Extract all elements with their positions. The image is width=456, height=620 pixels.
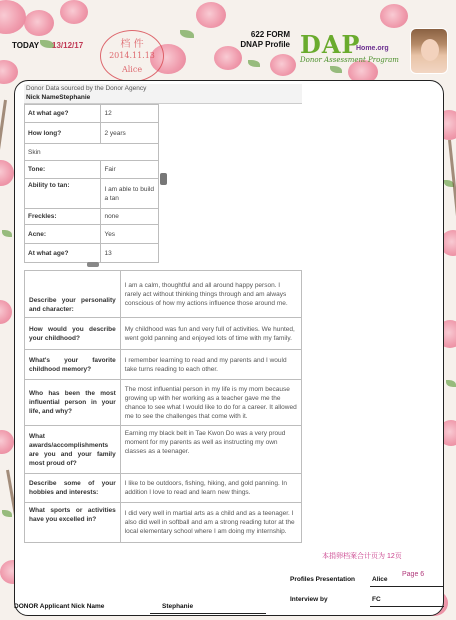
table-key: Skin: [25, 144, 159, 161]
question-cell: Describe your personality and character:: [25, 271, 121, 318]
profiles-presentation-label: Profiles Presentation: [290, 576, 356, 583]
profile-table: [24, 104, 159, 263]
table-key: How long?: [25, 123, 101, 144]
table-key: Freckles:: [25, 209, 101, 225]
donor-photo: [410, 28, 448, 74]
answer-cell: The most influential person in my life is my mom because growing up with her working as a teacher gave me the chance to see what I would like to do for a career. It allowed me to see the challenges that come with it.: [120, 380, 301, 426]
question-cell: What's your favorite childhood memory?: [25, 350, 121, 380]
table-key: At what age?: [25, 105, 101, 123]
table-row: [25, 318, 302, 350]
form-title: [238, 30, 290, 50]
table-key: Ability to tan:: [25, 179, 101, 209]
table-row: [25, 225, 159, 244]
form-title-line2: DNAP Profile: [240, 40, 290, 49]
question-cell: Who has been the most influential person in your life, and why?: [25, 380, 121, 426]
table-row: [25, 105, 159, 123]
table-row: [25, 474, 302, 503]
form-title-line1: 622 FORM: [250, 30, 290, 39]
table-value: 2 years: [101, 123, 159, 144]
interview-value: FC: [372, 596, 381, 603]
interview-underline: [370, 606, 444, 607]
answer-cell: I did very well in martial arts as a child and as a teenager. I also did well in softball and am a strong reading tutor at the local elementary school where I am doing my internship.: [120, 503, 301, 543]
table-value: Fair: [101, 161, 159, 179]
question-cell: What sports or activities have you excelled in?: [25, 503, 121, 543]
answer-cell: I like to be outdoors, fishing, hiking, and gold panning. In addition I love to read and learn new things.: [120, 474, 301, 503]
question-cell: Describe some of your hobbies and interests:: [25, 474, 121, 503]
table-row: [25, 271, 302, 318]
dap-logo: DAP: [300, 30, 361, 59]
presentation-underline: [370, 586, 444, 587]
table-key: Acne:: [25, 225, 101, 244]
page-number: Page 6: [402, 571, 425, 578]
page-header: [0, 0, 456, 84]
today-label: TODAY: [12, 41, 40, 50]
dap-logo-sub: Home.org: [356, 45, 389, 52]
stamp-title: 档 件: [120, 39, 144, 50]
interview-label: Interview by: [290, 596, 328, 603]
table-row: [25, 209, 159, 225]
table-row: [25, 123, 159, 144]
profiles-presentation-value: Alice: [372, 576, 388, 583]
donor-underline: [150, 613, 266, 614]
questions-table: [24, 270, 302, 543]
table-row: [25, 179, 159, 209]
table-value: none: [101, 209, 159, 225]
donor-nick-name-value: Stephanie: [162, 603, 194, 610]
donor-nick-name-label: DONOR Applicant Nick Name: [14, 603, 105, 610]
answer-cell: Earning my black belt in Tae Kwon Do was a very proud moment for my parents as well as instructing my own classes as a teenager.: [120, 426, 301, 474]
agency-stamp: [100, 30, 164, 82]
table-key: Tone:: [25, 161, 101, 179]
table-value: 13: [101, 244, 159, 263]
stamp-date: 2014.11.13: [109, 51, 155, 60]
answer-cell: I remember learning to read and my parents and I would take turns reading to each other.: [120, 350, 301, 380]
agency-nick-name: Nick NameStephanie: [26, 94, 91, 101]
table-row: [25, 144, 159, 161]
table-row: [25, 350, 302, 380]
table-value: Yes: [101, 225, 159, 244]
agency-source-line: Donor Data sourced by the Donor Agency: [26, 85, 147, 92]
table-row: [25, 426, 302, 474]
dap-tagline: Donor Assessment Program: [300, 56, 399, 64]
question-cell: What awards/accomplishments are you and your family most proud of?: [25, 426, 121, 474]
question-cell: How would you describe your childhood?: [25, 318, 121, 350]
page-count-note: 本捐卵档案合计页为 12页: [322, 553, 402, 560]
answer-cell: I am a calm, thoughtful and all around happy person. I rarely act without thinking things through and am always conscious of how my actions influence those around me.: [120, 271, 301, 318]
stamp-name: Alice: [121, 65, 143, 74]
table-bottom-handle[interactable]: [87, 262, 99, 267]
table-row: [25, 161, 159, 179]
table-row: [25, 244, 159, 263]
table-row: [25, 503, 302, 543]
answer-cell: My childhood was fun and very full of activities. We hunted, went gold panning and enjoyed lots of time with my family.: [120, 318, 301, 350]
table-key: At what age?: [25, 244, 101, 263]
table-row: [25, 380, 302, 426]
table-value: 12: [101, 105, 159, 123]
today-date: 13/12/17: [52, 41, 84, 50]
table-resize-handle[interactable]: [160, 173, 167, 185]
table-value: I am able to build a tan: [101, 179, 159, 209]
